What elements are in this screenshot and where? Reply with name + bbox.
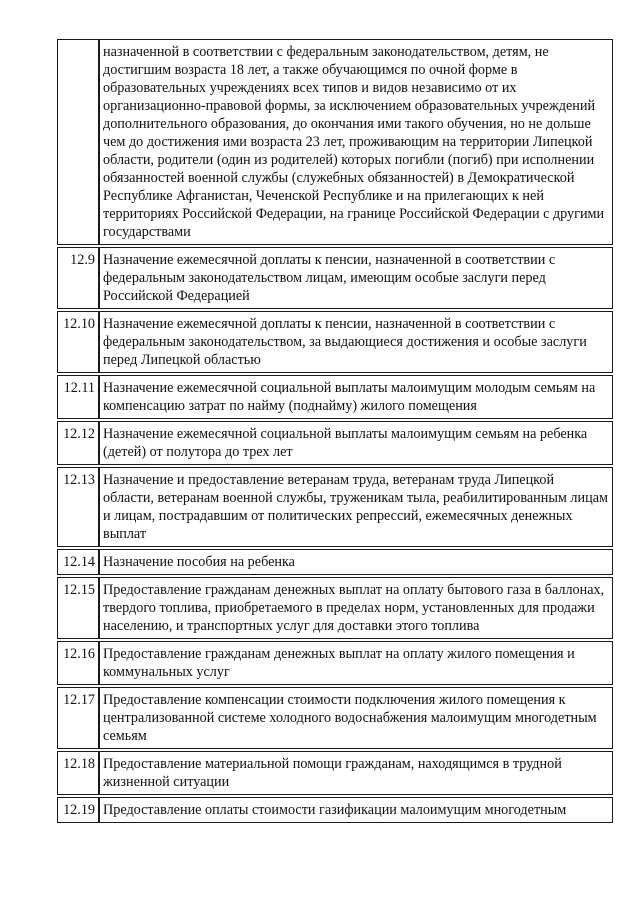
row-text: Предоставление оплаты стоимости газификации малоимущим многодетным xyxy=(99,797,613,823)
row-text: Назначение ежемесячной доплаты к пенсии, назначенной в соответствии с федеральным законодательством лицам, имеющим особые заслуги перед Российской Федерацией xyxy=(99,247,613,309)
table-row xyxy=(57,797,613,823)
row-text: Назначение пособия на ребенка xyxy=(99,549,613,575)
row-number: 12.9 xyxy=(57,247,99,309)
row-text: Предоставление гражданам денежных выплат на оплату жилого помещения и коммунальных услуг xyxy=(99,641,613,685)
row-text: Предоставление гражданам денежных выплат на оплату бытового газа в баллонах, твердого топлива, приобретаемого в пределах норм, установленных для продажи населению, и транспортных услуг для доставки этого топлива xyxy=(99,577,613,639)
row-number: 12.19 xyxy=(57,797,99,823)
row-number: 12.18 xyxy=(57,751,99,795)
table-row xyxy=(57,467,613,547)
row-text: Назначение ежемесячной социальной выплаты малоимущим семьям на ребенка (детей) от полутора до трех лет xyxy=(99,421,613,465)
row-text: Назначение и предоставление ветеранам труда, ветеранам труда Липецкой области, ветеранам военной службы, труженикам тыла, реабилитированным лицам и лицам, пострадавшим от политических репрессий, ежемесячных денежных выплат xyxy=(99,467,613,547)
services-table xyxy=(57,37,613,825)
row-number: 12.17 xyxy=(57,687,99,749)
row-number: 12.15 xyxy=(57,577,99,639)
table-row xyxy=(57,247,613,309)
table-row xyxy=(57,687,613,749)
row-number: 12.13 xyxy=(57,467,99,547)
services-table-body xyxy=(57,39,613,823)
table-row xyxy=(57,641,613,685)
row-number: 12.10 xyxy=(57,311,99,373)
row-text: Предоставление компенсации стоимости подключения жилого помещения к централизованной системе холодного водоснабжения малоимущим многодетным семьям xyxy=(99,687,613,749)
table-row xyxy=(57,549,613,575)
row-number: 12.12 xyxy=(57,421,99,465)
table-row xyxy=(57,39,613,245)
row-text: Назначение ежемесячной социальной выплаты малоимущим молодым семьям на компенсацию затрат по найму (поднайму) жилого помещения xyxy=(99,375,613,419)
table-row xyxy=(57,421,613,465)
row-text: Предоставление материальной помощи гражданам, находящимся в трудной жизненной ситуации xyxy=(99,751,613,795)
table-row xyxy=(57,577,613,639)
row-number xyxy=(57,39,99,245)
row-number: 12.16 xyxy=(57,641,99,685)
row-text: назначенной в соответствии с федеральным законодательством, детям, не достигшим возраста 18 лет, а также обучающимся по очной форме в образовательных учреждениях всех типов и видов независимо от их организационно-правовой формы, за исключением образовательных учреждений дополнительного образования, до окончания ими такого обучения, но не дольше чем до достижения ими возраста 23 лет, проживающим на территории Липецкой области, родители (один из родителей) которых погибли (погиб) при исполнении обязанностей военной службы (служебных обязанностей) в Демократической Республике Афганистан, Чеченской Республике и на прилегающих к ней территориях Российской Федерации, на границе Российской Федерации с другими государствами xyxy=(99,39,613,245)
row-text: Назначение ежемесячной доплаты к пенсии, назначенной в соответствии с федеральным законодательством, за выдающиеся достижения и особые заслуги перед Липецкой областью xyxy=(99,311,613,373)
table-row xyxy=(57,375,613,419)
table-row xyxy=(57,311,613,373)
row-number: 12.14 xyxy=(57,549,99,575)
table-row xyxy=(57,751,613,795)
row-number: 12.11 xyxy=(57,375,99,419)
